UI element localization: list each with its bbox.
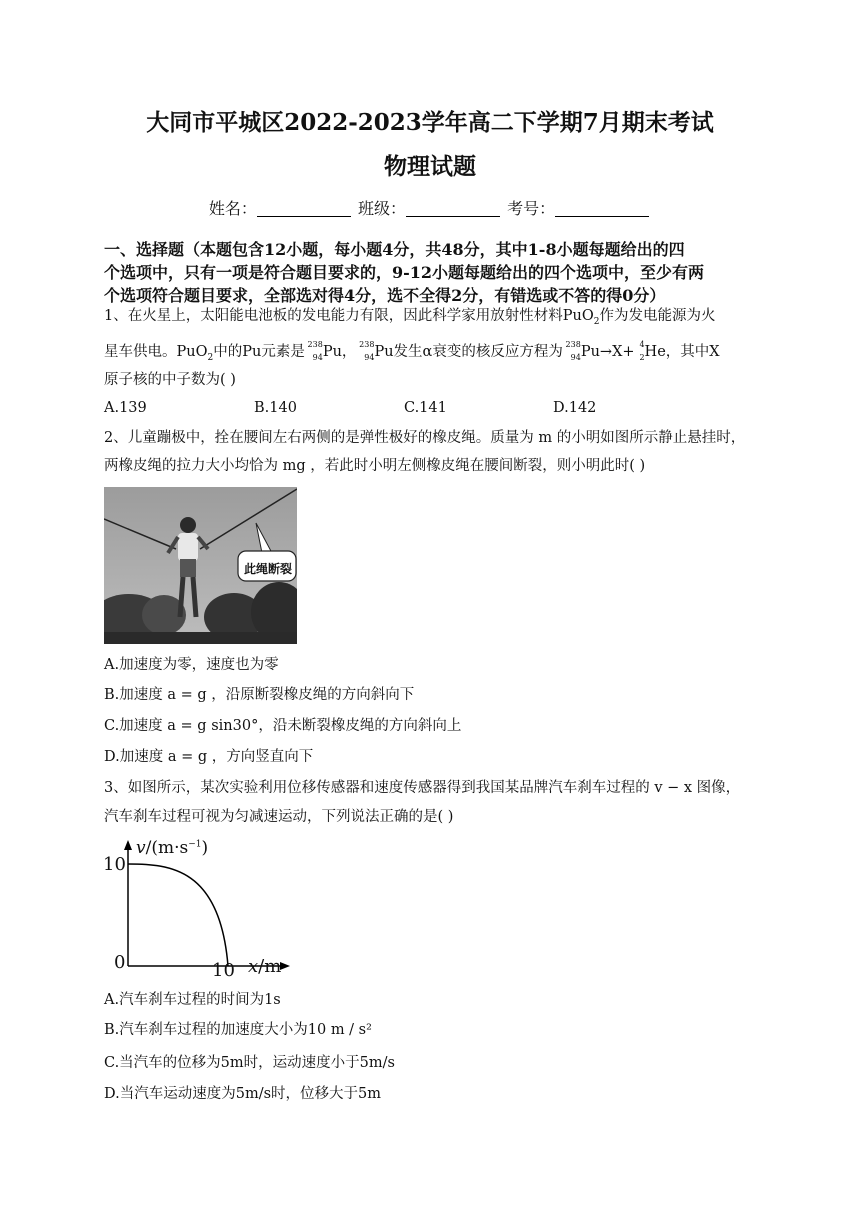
y-axis-label: $v/(m\cdot s^{-1})$	[136, 838, 209, 858]
q2-option-d[interactable]: D.加速度 a = g ，方向竖直向下	[104, 749, 314, 765]
q1-line3: 原子核的中子数为( )	[104, 372, 236, 388]
q3-line1: 3、如图所示，某次实验利用位移传感器和速度传感器得到我国某品牌汽车刹车过程的 v − x 图像，	[104, 780, 741, 796]
x-axis-label: x/m	[248, 956, 282, 977]
v-x-graph	[100, 838, 300, 983]
q3-option-b[interactable]: B.汽车刹车过程的加速度大小为10 m / s²	[104, 1022, 372, 1038]
exam-title: 大同市平城区2022-2023学年高二下学期7月期末考试	[146, 109, 714, 136]
student-info-row	[0, 196, 860, 219]
number-label: 考号：	[507, 199, 556, 218]
bungee-photo	[104, 487, 297, 644]
q1-line2: 星车供电。PuO$_2$中的Pu元素是 238 94 Pu， 238 94 Pu发生α衰变的核反应方程为 238 94 Pu→X+ 4 2 He，其中X	[104, 340, 720, 363]
exam-subtitle: 物理试题	[384, 153, 476, 180]
y-axis-arrow	[124, 840, 132, 850]
section-heading: 一、选择题（本题包含12小题，每小题4分，共48分，其中1-8小题每题给出的四 个选项中，只有一项是符合题目要求的，9-12小题每题给出的四个选项中，至少有两 个选项符合题目要求，全部选对得4分，选不全得2分，有错选或不答的得0分）	[104, 240, 705, 305]
class-blank[interactable]	[406, 202, 500, 217]
pu-nuclide-3: 238 94	[565, 340, 581, 362]
class-label: 班级：	[357, 199, 406, 218]
q3-line2: 汽车刹车过程可视为匀减速运动，下列说法正确的是( )	[104, 809, 454, 825]
q2-line2: 两橡皮绳的拉力大小均恰为 mg ，若此时小明左侧橡皮绳在腰间断裂，则小明此时( )	[104, 458, 646, 474]
photo-callout-text: 此绳断裂	[243, 562, 292, 576]
name-blank[interactable]	[257, 202, 351, 217]
q2-line1: 2、儿童蹦极中，拴在腰间左右两侧的是弹性极好的橡皮绳。质量为 m 的小明如图所示静止悬挂时，	[104, 430, 746, 446]
y-tick-10: 10	[103, 854, 126, 875]
q1-option-a[interactable]: A.139	[104, 400, 147, 416]
q2-option-c[interactable]: C.加速度 a = g sin30°，沿未断裂橡皮绳的方向斜向上	[104, 718, 462, 734]
q3-option-d[interactable]: D.当汽车运动速度为5m/s时，位移大于5m	[104, 1086, 381, 1102]
origin-label: 0	[114, 952, 126, 973]
x-axis-arrow	[280, 962, 290, 970]
name-label: 姓名：	[208, 199, 257, 218]
q2-option-b[interactable]: B.加速度 a = g ，沿原断裂橡皮绳的方向斜向下	[104, 687, 415, 703]
q3-option-c[interactable]: C.当汽车的位移为5m时，运动速度小于5m/s	[104, 1055, 395, 1071]
v-x-curve	[128, 864, 228, 966]
q1-option-d[interactable]: D.142	[553, 400, 597, 416]
pu-nuclide: 238 94	[307, 340, 323, 362]
q1-line1: 1、在火星上，太阳能电池板的发电能力有限，因此科学家用放射性材料PuO$_2$作为发电能源为火	[104, 308, 716, 327]
number-blank[interactable]	[555, 202, 649, 217]
q2-option-a[interactable]: A.加速度为零，速度也为零	[104, 657, 279, 673]
q1-option-c[interactable]: C.141	[404, 400, 447, 416]
he-nuclide: 4 2	[639, 340, 645, 362]
q3-option-a[interactable]: A.汽车刹车过程的时间为1s	[104, 992, 281, 1008]
x-tick-10: 10	[212, 960, 235, 981]
q1-option-b[interactable]: B.140	[254, 400, 297, 416]
pu-nuclide-2: 238 94	[359, 340, 375, 362]
